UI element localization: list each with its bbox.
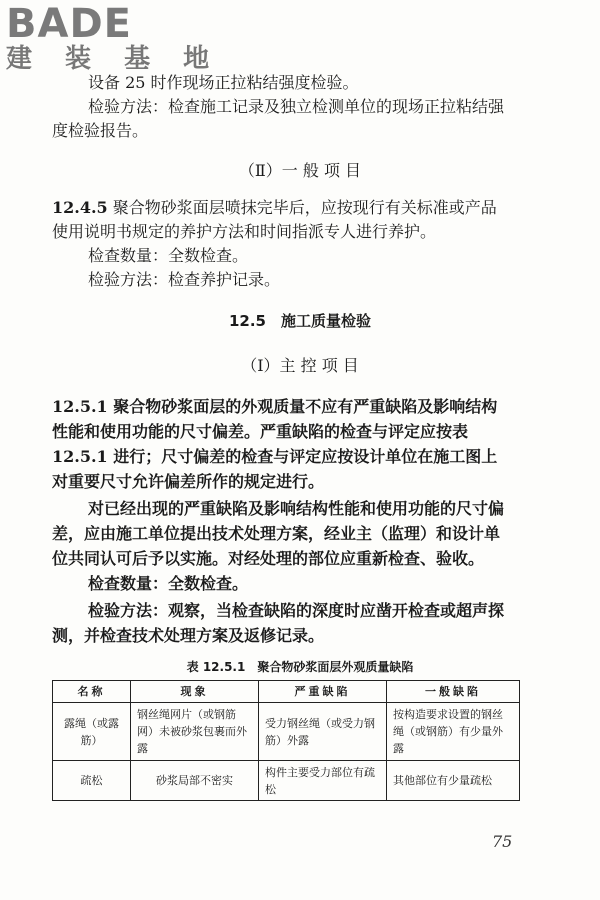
table-cell: 露绳（或露筋） xyxy=(53,703,131,761)
text-line: 性能和使用功能的尺寸偏差。严重缺陷的检查与评定应按表 xyxy=(52,422,469,441)
section-title: 12.5 施工质量检验 xyxy=(228,312,371,330)
text-line: 12.5.1 进行；尺寸偏差的检查与评定应按设计单位在施工图上 xyxy=(52,447,498,466)
logo-subtitle: 建 装 基 地 xyxy=(6,44,222,74)
logo-wordmark: BADE xyxy=(6,1,132,47)
table-row xyxy=(53,761,520,801)
table-cell: 砂浆局部不密实 xyxy=(131,761,259,801)
table-cell: 按构造要求设置的钢丝绳（或钢筋）有少量外露 xyxy=(387,703,520,761)
publisher-logo xyxy=(6,1,222,74)
page-number: 75 xyxy=(492,832,513,851)
column-header-name: 名称 xyxy=(53,681,131,703)
text-line: 检查数量：全数检查。 xyxy=(88,246,249,265)
table-cell: 受力钢丝绳（或受力钢筋）外露 xyxy=(259,703,387,761)
text-line: 度检验报告。 xyxy=(52,121,149,140)
text-line: 测，并检查技术处理方案及返修记录。 xyxy=(52,626,325,645)
text-line: 设备 25 时作现场正拉粘结强度检验。 xyxy=(88,73,359,92)
table-caption: 表 12.5.1 聚合物砂浆面层外观质量缺陷 xyxy=(186,660,414,674)
defects-table xyxy=(52,680,520,801)
heading-general-items: （Ⅱ）一 般 项 目 xyxy=(238,161,362,180)
text-line: 对已经出现的严重缺陷及影响结构性能和使用功能的尺寸偏 xyxy=(88,499,505,518)
table-cell: 疏松 xyxy=(53,761,131,801)
table-cell: 钢丝绳网片（或钢筋网）未被砂浆包裹而外露 xyxy=(131,703,259,761)
table-cell: 构件主要受力部位有疏松 xyxy=(259,761,387,801)
text-line: 使用说明书规定的养护方法和时间指派专人进行养护。 xyxy=(52,222,437,241)
heading-main-control-items: （Ⅰ）主 控 项 目 xyxy=(241,356,359,375)
text-line: 检验方法：检查施工记录及独立检测单位的现场正拉粘结强 xyxy=(88,97,505,116)
text-line: 位共同认可后予以实施。对经处理的部位应重新检查、验收。 xyxy=(52,549,485,568)
text-line: 检验方法：检查养护记录。 xyxy=(88,270,281,289)
clause-12-4-5 xyxy=(52,197,497,219)
table-header-row xyxy=(53,681,520,703)
table-cell: 其他部位有少量疏松 xyxy=(387,761,520,801)
clause-text: 聚合物砂浆面层的外观质量不应有严重缺陷及影响结构 xyxy=(113,397,498,416)
table-row xyxy=(53,703,520,761)
clause-number: 12.5.1 xyxy=(52,397,108,416)
text-line: 检查数量：全数检查。 xyxy=(88,574,249,593)
clause-number: 12.4.5 xyxy=(52,198,108,217)
text-line: 对重要尺寸允许偏差所作的规定进行。 xyxy=(52,472,325,491)
text-line: 检验方法：观察，当检查缺陷的深度时应凿开检查或超声探 xyxy=(88,601,505,620)
text-line: 差，应由施工单位提出技术处理方案，经业主（监理）和设计单 xyxy=(52,524,501,543)
column-header-serious-defect: 严重缺陷 xyxy=(259,681,387,703)
column-header-general-defect: 一般缺陷 xyxy=(387,681,520,703)
clause-12-5-1 xyxy=(52,396,497,418)
column-header-phenomenon: 现象 xyxy=(131,681,259,703)
clause-text: 聚合物砂浆面层喷抹完毕后，应按现行有关标准或产品 xyxy=(112,198,497,217)
